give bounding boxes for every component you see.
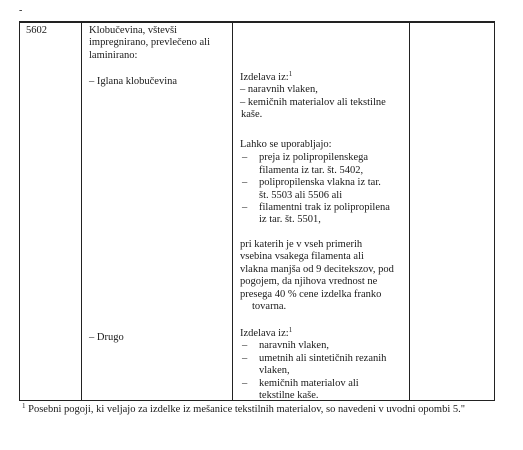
made-from-item: kaše. bbox=[241, 109, 263, 121]
item-line: vlaken, bbox=[259, 365, 290, 377]
item-line: filamenta iz tar. št. 5402, bbox=[259, 164, 364, 176]
made-from-item: – naravnih vlaken, bbox=[240, 84, 318, 96]
may-use-label: Lahko se uporabljajo: bbox=[240, 139, 332, 150]
made-from-item bbox=[240, 378, 386, 403]
dash: – bbox=[242, 202, 248, 214]
item-line: umetnih ali sintetičnih rezanih bbox=[259, 352, 387, 364]
needle-made-from bbox=[240, 72, 386, 122]
item-line: filamentni trak iz polipropilena bbox=[259, 202, 390, 214]
made-from-item: – kemičnih materialov ali tekstilne bbox=[240, 96, 386, 108]
needle-may-use bbox=[240, 139, 390, 227]
sub-item-needle-felt: – Iglana klobučevina bbox=[89, 76, 178, 87]
item-line: polipropilenska vlakna iz tar. bbox=[259, 177, 381, 189]
condition-line: tovarna. bbox=[252, 301, 287, 313]
condition-line: vlakna manjša od 9 decitekszov, pod bbox=[240, 263, 394, 275]
column-divider-1 bbox=[81, 22, 82, 400]
condition-line: pri katerih je v vseh primerih bbox=[240, 239, 363, 250]
footnote-ref: 1 bbox=[288, 326, 293, 334]
made-from-label: Izdelava iz:$^1$ bbox=[240, 326, 293, 339]
may-use-item bbox=[240, 202, 390, 227]
heading-code: 5602 bbox=[26, 25, 47, 36]
item-line: naravnih vlaken, bbox=[259, 340, 329, 352]
item-line: tekstilne kaše. bbox=[259, 390, 319, 402]
heading-description bbox=[89, 25, 210, 62]
column-divider-2 bbox=[232, 22, 233, 400]
item-line: iz tar. št. 5501, bbox=[259, 214, 321, 226]
condition-line: presega 40 % cene izdelka franko bbox=[240, 288, 382, 300]
table-top-rule bbox=[20, 22, 494, 23]
footnote-number: 1 bbox=[22, 402, 26, 410]
item-line: kemičnih materialov ali bbox=[259, 377, 359, 389]
dash: – bbox=[242, 177, 248, 189]
may-use-item bbox=[240, 177, 390, 202]
other-made-from bbox=[240, 328, 386, 402]
needle-condition bbox=[240, 239, 394, 313]
item-line: preja iz polipropilenskega bbox=[259, 152, 369, 164]
made-from-item bbox=[240, 340, 386, 352]
footnote bbox=[22, 404, 492, 417]
dash: – bbox=[242, 377, 248, 389]
column-divider-3 bbox=[409, 22, 410, 400]
footnote-text: Posebni pogoji, ki veljajo za izdelke iz mešanice tekstilnih materialov, so navedeni v uvodni opombi 5." bbox=[28, 404, 466, 415]
description-line: laminirano: bbox=[89, 49, 138, 61]
dash: – bbox=[242, 340, 248, 352]
may-use-item bbox=[240, 152, 390, 177]
sub-item-other: – Drugo bbox=[89, 332, 124, 343]
dash: – bbox=[242, 152, 248, 164]
dash: – bbox=[242, 352, 248, 364]
item-line: št. 5503 ali 5506 ali bbox=[259, 189, 343, 201]
description-line: Klobučevina, vštevši bbox=[89, 25, 178, 36]
made-from-item bbox=[240, 353, 386, 378]
condition-line: pogojem, da njihova vrednost ne bbox=[240, 276, 378, 288]
description-line: impregnirano, prevlečeno ali bbox=[89, 37, 210, 49]
rules-table bbox=[19, 21, 495, 401]
top-mark: - bbox=[19, 5, 23, 16]
footnote-ref: 1 bbox=[288, 70, 293, 78]
condition-line: vsebina vsakega filamenta ali bbox=[240, 251, 364, 263]
made-from-label: Izdelava iz:$^1$ bbox=[240, 70, 293, 83]
